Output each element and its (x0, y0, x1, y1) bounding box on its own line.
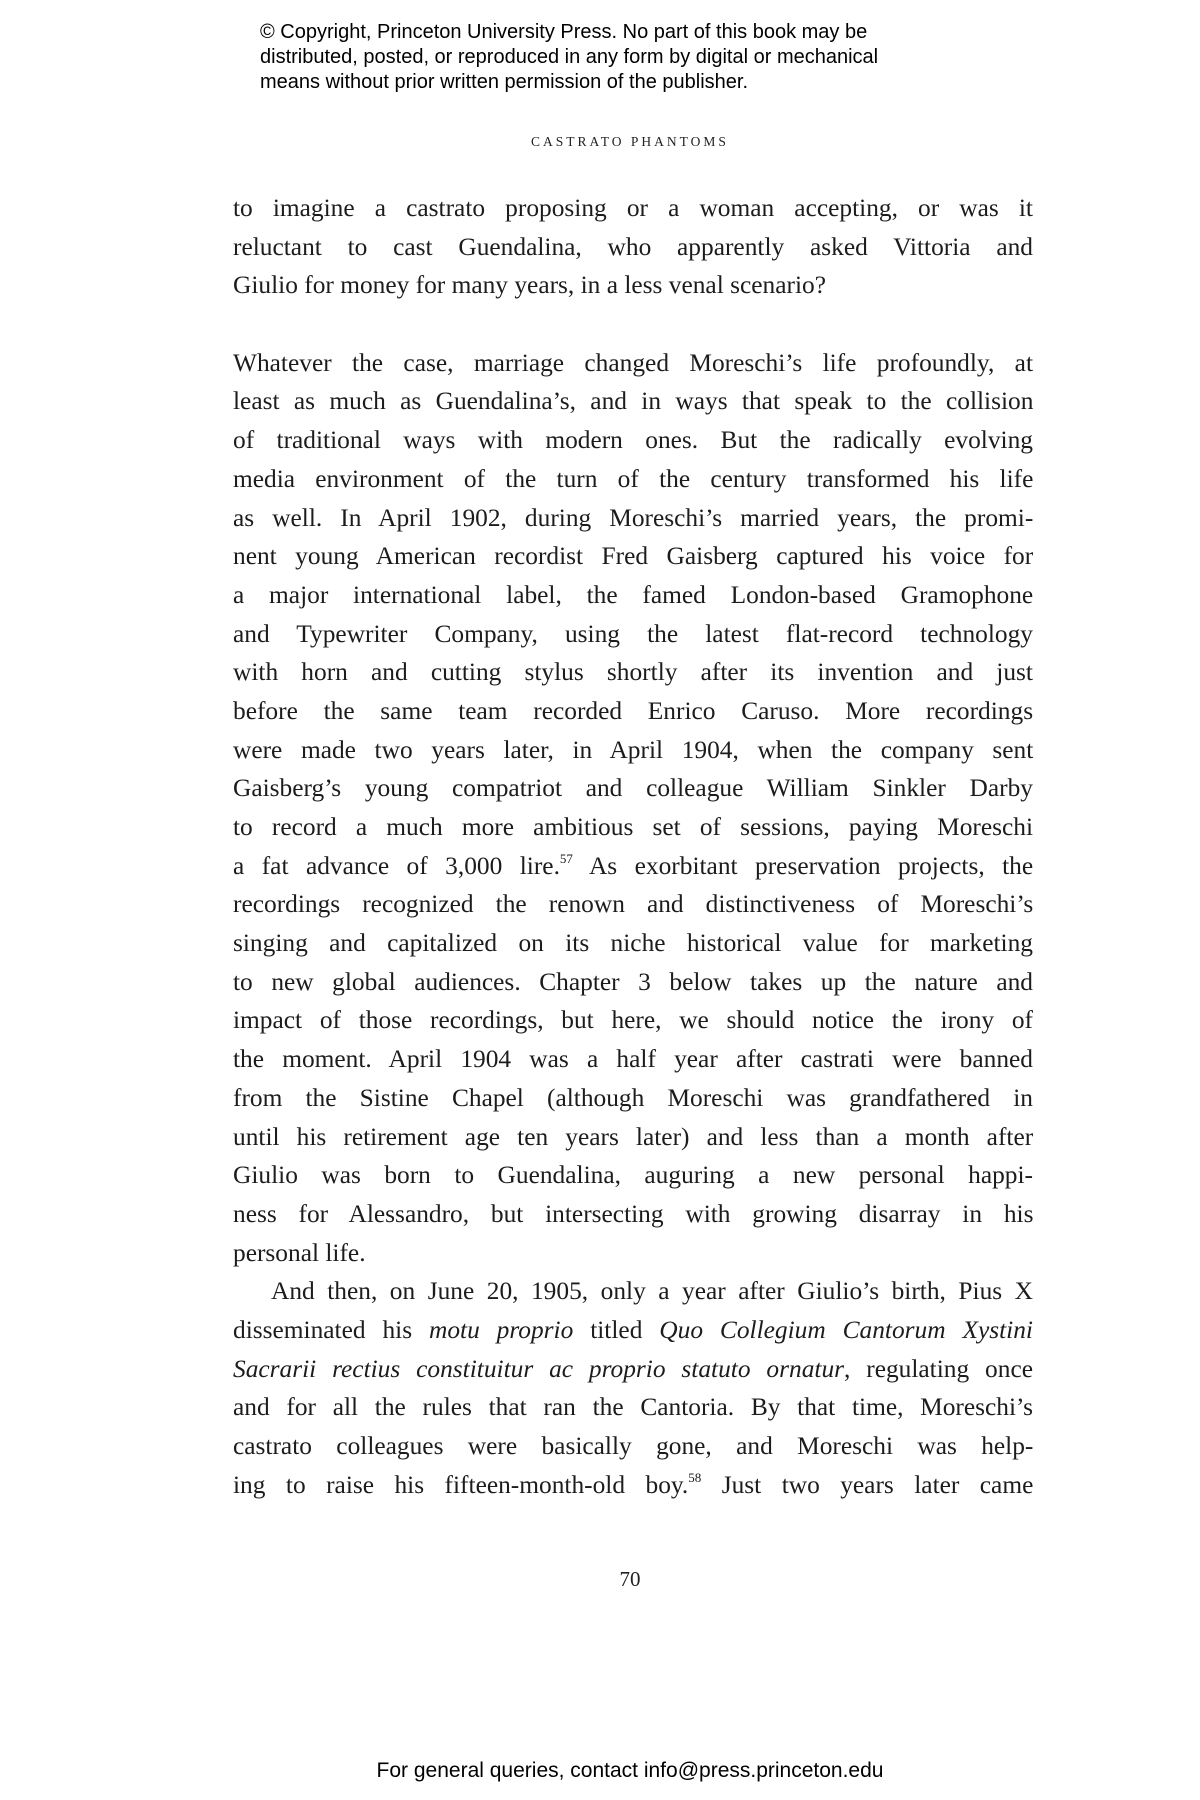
footnote-ref-57: 57 (559, 850, 573, 866)
text-line (233, 1466, 1033, 1505)
text-line: the moment. April 1904 was a half year after castrati were banned (233, 1045, 1033, 1074)
text-line: Whatever the case, marriage changed Moreschi’s life profoundly, at (233, 348, 1033, 377)
text-line: of traditional ways with modern ones. But the radically evolving (233, 426, 1033, 455)
text-line: ness for Alessandro, but intersecting with growing disarray in his (233, 1199, 1034, 1228)
text-line: and Typewriter Company, using the latest flat-record technology (233, 619, 1033, 648)
text-line: with horn and cutting stylus shortly after its invention and just (233, 658, 1033, 687)
text-line: personal life. (233, 1238, 366, 1267)
text-run: , regulating once (844, 1354, 1033, 1383)
footnote-ref-58: 58 (688, 1469, 702, 1485)
text-line: Gaisberg’s young compatriot and colleague William Sinkler Darby (233, 774, 1033, 803)
text-line: castrato colleagues were basically gone, and Moreschi was help- (233, 1432, 1034, 1460)
text-line: Giulio was born to Guendalina, auguring a new personal happi- (233, 1161, 1033, 1190)
running-head: CASTRATO PHANTOMS (531, 134, 729, 149)
text-line: impact of those recordings, but here, we should notice the irony of (233, 1006, 1033, 1035)
text-line: And then, on June 20, 1905, only a year after Giulio’s birth, Pius X (271, 1277, 1033, 1306)
text-line: nent young American recordist Fred Gaisberg captured his voice for (233, 542, 1034, 571)
text-line: to record a much more ambitious set of sessions, paying Moreschi (233, 813, 1034, 841)
text-line: to imagine a castrato proposing or a woman accepting, or was it (233, 194, 1033, 222)
text-line: recordings recognized the renown and distinctiveness of Moreschi’s (233, 890, 1034, 919)
text-line (233, 1350, 1033, 1389)
text-line: to new global audiences. Chapter 3 below takes up the nature and (233, 967, 1033, 996)
text-run: As exorbitant preservation projects, the (572, 851, 1034, 880)
footer-contact: For general queries, contact info@press.princeton.edu (376, 1759, 884, 1782)
text-line: least as much as Guendalina’s, and in ways that speak to the collision (233, 387, 1034, 416)
text-line: before the same team recorded Enrico Caruso. More recordings (233, 696, 1034, 725)
text-line: as well. In April 1902, during Moreschi’s married years, the promi- (233, 503, 1034, 532)
text-line: and for all the rules that ran the Cantoria. By that time, Moreschi’s (233, 1393, 1033, 1422)
text-run: Just two years later came (701, 1470, 1034, 1499)
page-number: 70 (619, 1567, 641, 1591)
copyright-line: distributed, posted, or reproduced in any form by digital or mechanical (260, 46, 879, 68)
text-run: titled (573, 1315, 660, 1344)
copyright-notice (260, 20, 980, 95)
body-text (233, 189, 1033, 1504)
text-run: disseminated his (233, 1315, 429, 1344)
text-line: singing and capitalized on its niche historical value for marketing (233, 929, 1033, 958)
text-line: Giulio for money for many years, in a less venal scenario? (233, 271, 826, 300)
text-run: a fat advance of 3,000 lire. (233, 851, 560, 880)
italic-title: Quo Collegium Cantorum Xystini (659, 1315, 1033, 1344)
italic-title: Sacrarii rectius constituitur ac proprio statuto ornatur (233, 1354, 845, 1383)
text-line: a major international label, the famed London-based Gramophone (233, 580, 1034, 609)
text-line: media environment of the turn of the century transformed his life (233, 464, 1034, 493)
paragraph-gap (233, 305, 1033, 344)
copyright-line: © Copyright, Princeton University Press. No part of this book may be (260, 21, 868, 43)
text-line (233, 1311, 1033, 1350)
text-line: until his retirement age ten years later) and less than a month after (233, 1122, 1034, 1151)
copyright-line: means without prior written permission of the publisher. (260, 71, 749, 93)
text-line (233, 847, 1033, 886)
text-run: ing to raise his fifteen-month-old boy. (233, 1470, 689, 1499)
text-line: reluctant to cast Guendalina, who apparently asked Vittoria and (233, 232, 1033, 261)
text-line: were made two years later, in April 1904, when the company sent (233, 735, 1034, 764)
text-line: from the Sistine Chapel (although Moreschi was grandfathered in (233, 1083, 1033, 1112)
italic-title: motu proprio (428, 1315, 574, 1344)
